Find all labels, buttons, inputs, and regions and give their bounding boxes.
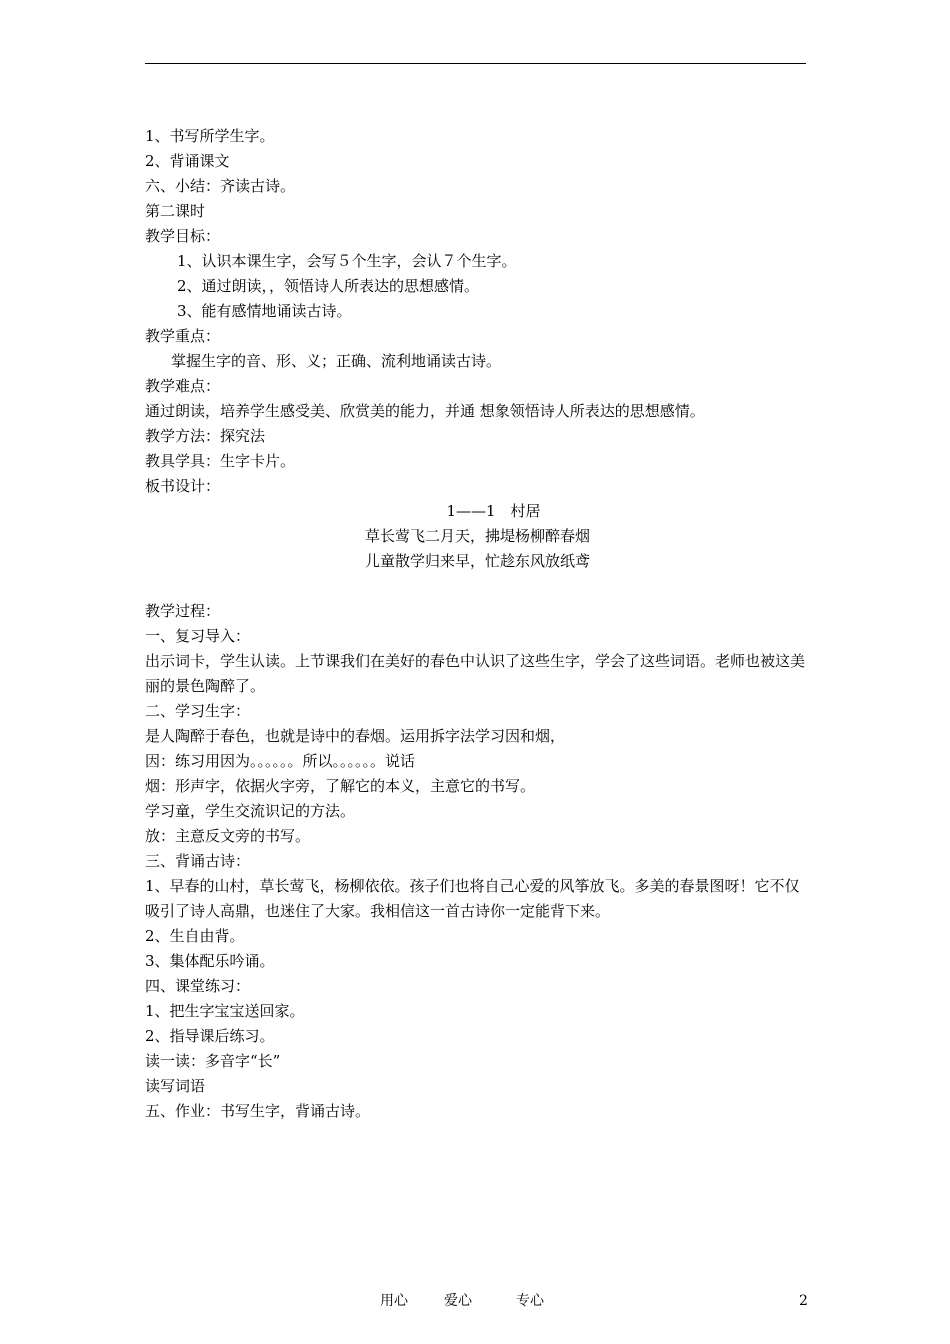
poem-line: 儿童散学归来早，忙趁东风放纸鸢 — [364, 552, 590, 570]
process-line: 2、生自由背。 — [145, 927, 245, 945]
poem-line: 草长莺飞二月天，拂堤杨柳醉春烟 — [364, 527, 590, 545]
header-rule — [145, 63, 806, 64]
process-line: 烟：形声字，依据火字旁，了解它的本义，主意它的书写。 — [145, 777, 536, 795]
process-line: 是人陶醉于春色，也就是诗中的春烟。运用拆字法学习因和烟， — [145, 727, 566, 745]
process-paragraph: 1、早春的山村，草长莺飞，杨柳依依。孩子们也将自己心爱的风筝放飞。多美的春景图呀！它不仅吸引了诗人高鼎，也迷住了大家。我相信这一首古诗你一定能背下来。 — [145, 877, 800, 920]
process-label: 教学过程： — [145, 602, 221, 620]
text-line: 1、书写所学生字。 — [145, 127, 275, 145]
goals-label: 教学目标： — [145, 227, 221, 245]
process-line: 1、把生字宝宝送回家。 — [145, 1002, 305, 1020]
process-line: 2、指导课后练习。 — [145, 1027, 275, 1045]
tools-line: 教具学具：生字卡片。 — [145, 452, 296, 470]
process-heading: 二、学习生字： — [145, 702, 251, 720]
spacer — [145, 574, 810, 599]
process-line: 3、集体配乐吟诵。 — [145, 952, 275, 970]
process-paragraph: 出示词卡，学生认读。上节课我们在美好的春色中认识了这些生字，学会了这些词语。老师也被这美丽的景色陶醉了。 — [145, 652, 806, 695]
method-line: 教学方法：探究法 — [145, 427, 266, 445]
goal-item: 2、通过朗读，，领悟诗人所表达的思想感情。 — [177, 277, 480, 295]
section-heading: 第二课时 — [145, 202, 206, 220]
process-line: 学习童，学生交流识记的方法。 — [145, 802, 356, 820]
goal-item: 3、能有感情地诵读古诗。 — [177, 302, 352, 320]
process-line: 因：练习用因为。。。。。。所以。。。。。。说话 — [145, 752, 416, 770]
footer-motto: 专心 — [516, 1293, 544, 1309]
process-heading: 一、复习导入： — [145, 627, 251, 645]
process-line: 读一读：多音字“长” — [145, 1052, 281, 1070]
board-title: 1——1 村居 — [446, 502, 541, 520]
footer-motto: 用心 — [380, 1293, 408, 1309]
key-text: 掌握生字的音、形、义；正确、流利地诵读古诗。 — [171, 352, 502, 370]
page-number: 2 — [799, 1293, 808, 1309]
process-line: 放：主意反文旁的书写。 — [145, 827, 311, 845]
process-heading: 五、作业：书写生字，背诵古诗。 — [145, 1102, 371, 1120]
text-line: 2、背诵课文 — [145, 152, 230, 170]
document-body — [145, 124, 810, 1124]
process-heading: 四、课堂练习： — [145, 977, 251, 995]
goal-item: 1、认识本课生字，会写５个生字，会认７个生字。 — [177, 252, 517, 270]
board-label: 板书设计： — [145, 477, 221, 495]
difficulty-label: 教学难点： — [145, 377, 221, 395]
key-label: 教学重点： — [145, 327, 221, 345]
footer-motto: 爱心 — [444, 1293, 472, 1309]
difficulty-text: 通过朗读，培养学生感受美、欣赏美的能力，并通 想象领悟诗人所表达的思想感情。 — [145, 402, 705, 420]
text-line: 六、小结：齐读古诗。 — [145, 177, 296, 195]
process-line: 读写词语 — [145, 1077, 206, 1095]
process-heading: 三、背诵古诗： — [145, 852, 251, 870]
